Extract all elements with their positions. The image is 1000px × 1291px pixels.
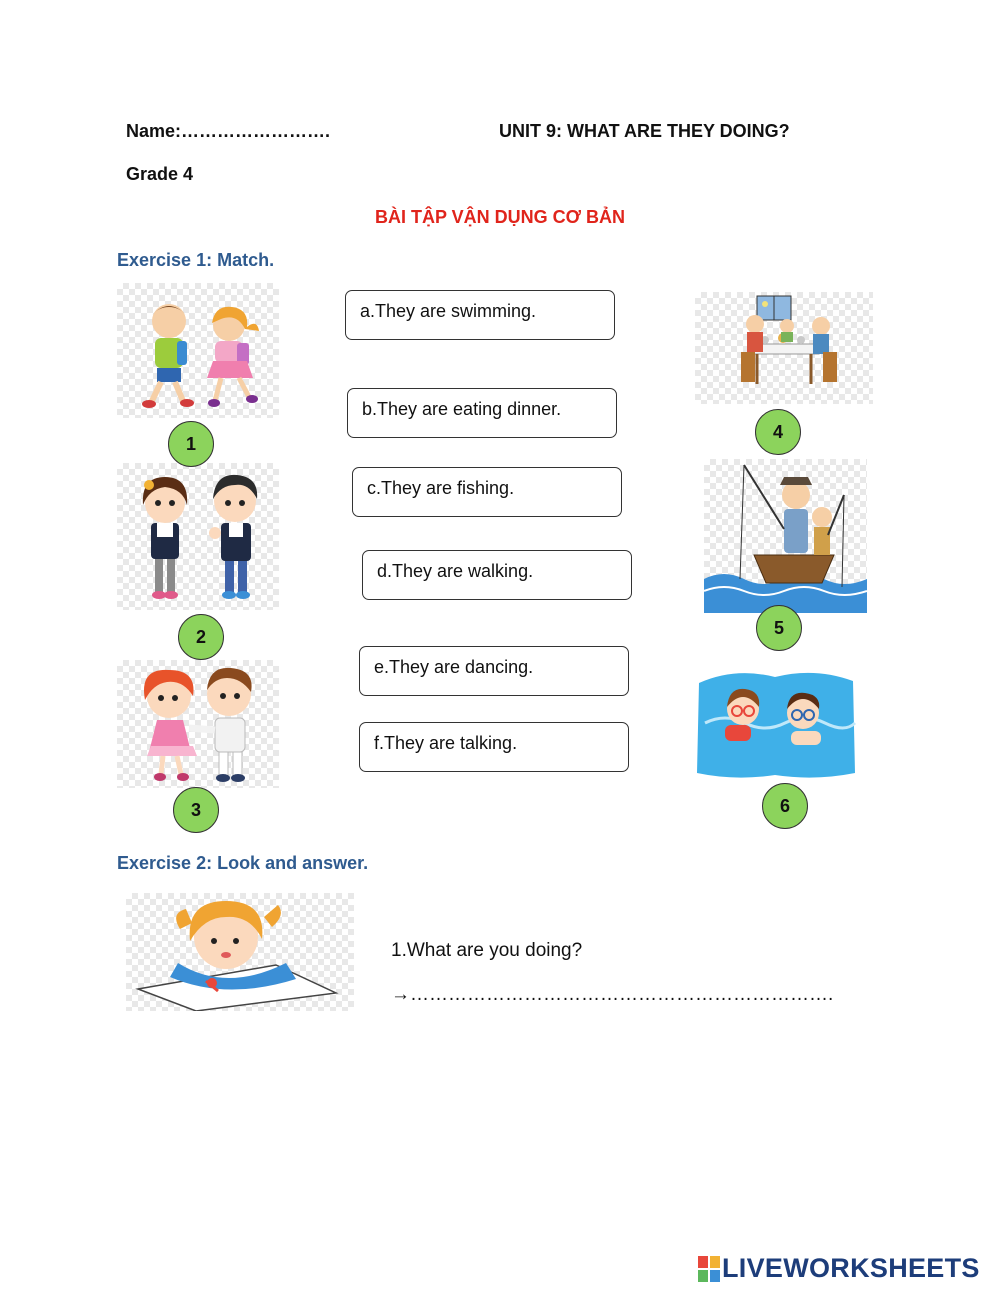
grade-label: Grade 4: [126, 164, 194, 184]
liveworksheets-logo-text: LIVEWORKSHEETS: [722, 1253, 980, 1283]
answer-line-1[interactable]: [391, 984, 833, 1006]
girl-drawing-picture: [126, 893, 354, 1011]
number-badge-1: 1: [168, 421, 214, 467]
answer-dots: ………………………………………………………….: [410, 984, 834, 1005]
liveworksheets-logo-icon: [698, 1256, 722, 1282]
option-e[interactable]: e.They are dancing.: [359, 646, 629, 696]
option-a[interactable]: a.They are swimming.: [345, 290, 615, 340]
dancing-kids-picture: [117, 660, 279, 788]
unit-title: UNIT 9: WHAT ARE THEY DOING?: [499, 121, 790, 141]
liveworksheets-logo: [698, 1253, 980, 1284]
exercise-2-title: Exercise 2: Look and answer.: [117, 853, 369, 873]
number-badge-5: 5: [756, 605, 802, 651]
number-badge-6: 6: [762, 783, 808, 829]
swimming-picture: [695, 663, 858, 783]
option-b[interactable]: b.They are eating dinner.: [347, 388, 617, 438]
name-field-label: Name:…………………….: [126, 121, 331, 141]
number-badge-4: 4: [755, 409, 801, 455]
page-subtitle: BÀI TẬP VẬN DỤNG CƠ BẢN: [374, 207, 626, 227]
number-badge-2: 2: [178, 614, 224, 660]
option-f[interactable]: f.They are talking.: [359, 722, 629, 772]
option-c[interactable]: c.They are fishing.: [352, 467, 622, 517]
number-badge-3: 3: [173, 787, 219, 833]
option-d[interactable]: d.They are walking.: [362, 550, 632, 600]
question-1: 1.What are you doing?: [391, 940, 583, 961]
walking-kids-picture: [117, 283, 279, 418]
eating-dinner-picture: [695, 292, 873, 404]
arrow-icon: →: [391, 984, 410, 1005]
exercise-1-title: Exercise 1: Match.: [117, 250, 275, 270]
talking-kids-picture: [117, 463, 279, 610]
fishing-picture: [704, 459, 867, 613]
